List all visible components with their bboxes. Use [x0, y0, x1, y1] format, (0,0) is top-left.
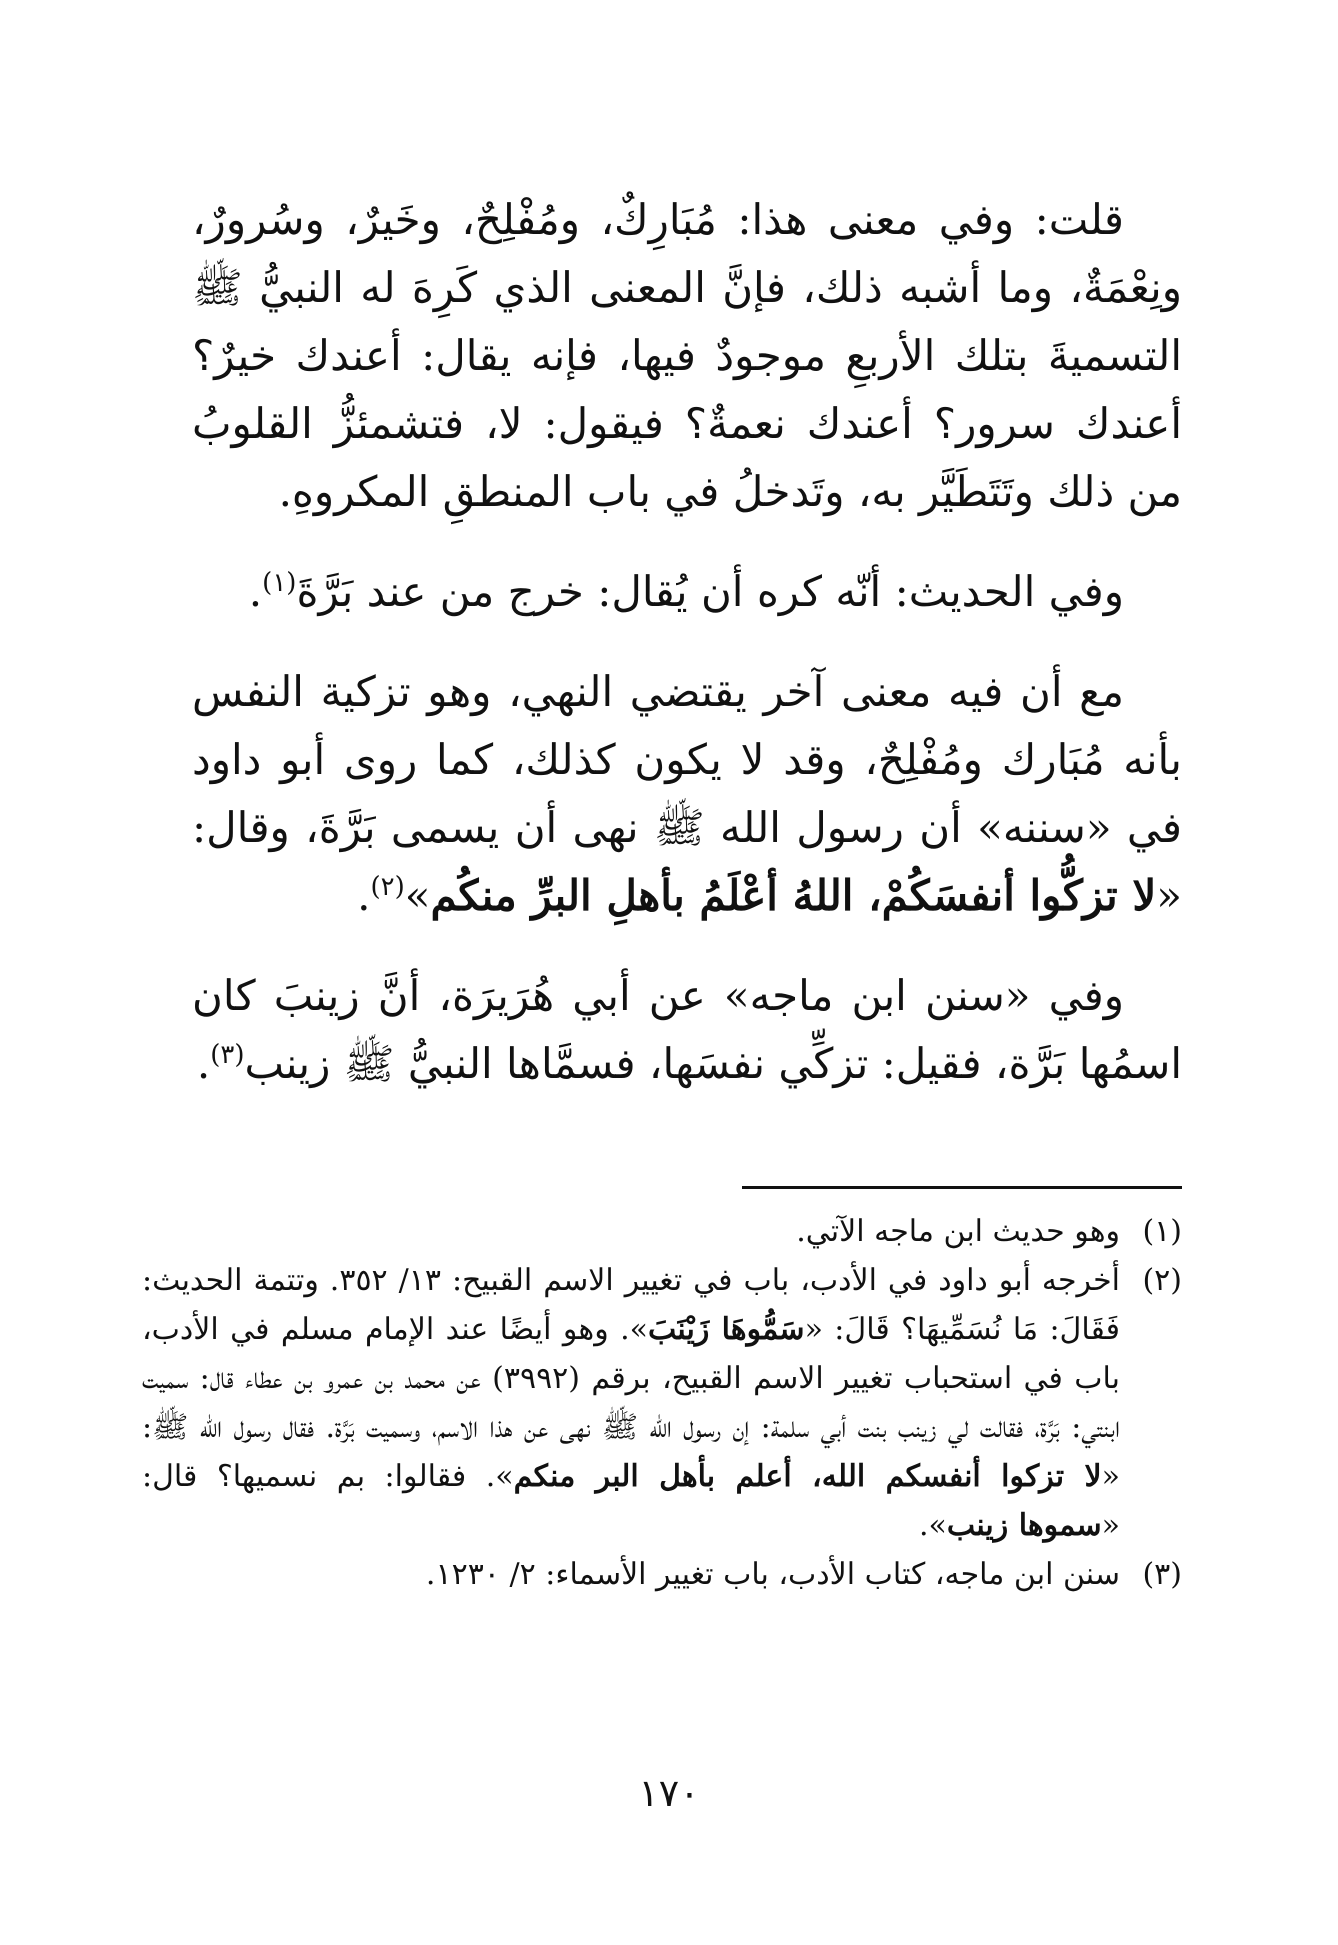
- paragraph-3: [192, 658, 1182, 930]
- paragraph-1-text: قلت: وفي معنى هذا: مُبَارِكٌ، ومُفْلِحٌ، وخَيرٌ، وسُرورٌ، ونِعْمَةٌ، وما أشبه ذلك، فإنَّ المعنى الذي كَرِهَ له النبيُّ ﷺ التسميةَ بتلك الأربعِ موجودٌ فيها، فإنه يقال: أعندك خيرٌ؟ أعندك سرور؟ أعندك نعمةٌ؟ فيقول: لا، فتشمئزُّ القلوبُ من ذلك وتَتَطَيَّر به، وتَدخلُ في باب المنطقِ المكروهِ.: [192, 195, 1182, 516]
- paragraph-2-text: وفي الحديث: أنّه كره أن يُقال: خرج من عند بَرَّةَ: [296, 567, 1124, 616]
- paragraph-2-end: .: [248, 567, 263, 616]
- footnote-ref-3[interactable]: (٣): [210, 1040, 245, 1070]
- footnote-bold-quote: سَمُّوهَا زَيْنَبَ: [647, 1312, 805, 1347]
- footnote-text-part: ». فقالوا: بم نسميها؟ قال: «: [142, 1459, 1120, 1543]
- footnote-text: سنن ابن ماجه، كتاب الأدب، باب تغيير الأسماء: ٢/ ١٢٣٠.: [425, 1557, 1120, 1592]
- footnote-3: [142, 1550, 1182, 1599]
- footnote-text-part: أخرجه أبو داود في الأدب، باب في تغيير الاسم القبيح: ١٣/ ٣٥٢. وتتمة الحديث: فَقَالَ: مَا نُسَمِّيهَا؟ قَالَ: «: [142, 1263, 1121, 1347]
- paragraph-2: [192, 558, 1182, 626]
- footnote-number: (٢): [1142, 1263, 1182, 1298]
- footnote-bold-quote: لا تزكوا أنفسكم الله، أعلم بأهل البر منكم: [513, 1459, 1102, 1494]
- footnote-text-part: ».: [919, 1508, 947, 1543]
- hadith-quote: لا تزكُّوا أنفسَكُمْ، اللهُ أعْلَمُ بأهلِ البرِّ منكُم: [430, 871, 1157, 920]
- footnote-ref-2[interactable]: (٢): [370, 872, 405, 902]
- page-number: ١٧٠: [638, 1771, 700, 1815]
- paragraph-4: [192, 962, 1182, 1098]
- footnote-number: (٣): [1142, 1557, 1182, 1592]
- footnote-divider: [742, 1186, 1182, 1189]
- footnote-text-part: ». وهو أيضًا عند الإمام مسلم في الأدب، باب في استحباب تغيير الاسم القبيح، برقم (٣٩٩٢) عن محمد بن عمرو بن عطاء قال: سميت ابنتي: بَرَّة، فقالت لي زينب بنت أبي سلمة: إن رسول الله ﷺ نهى عن هذا الاسم، وسميت بَرَّة. فقال رسول الله ﷺ: «: [142, 1312, 1121, 1494]
- footnote-ref-1[interactable]: (١): [262, 568, 297, 598]
- paragraph-4-end: .: [196, 1039, 211, 1088]
- paragraph-3-end: .: [357, 871, 371, 920]
- footnote-1: [142, 1207, 1182, 1256]
- footnotes: [142, 1207, 1182, 1599]
- paragraph-4-text: وفي «سنن ابن ماجه» عن أبي هُرَيرَة، أنَّ زينبَ كان اسمُها بَرَّة، فقيل: تزكِّي نفسَها، فسمَّاها النبيُّ ﷺ زينب: [192, 971, 1182, 1088]
- paragraph-1: [192, 186, 1182, 526]
- main-text: [192, 186, 1182, 1130]
- paragraph-3-close-quote: »: [404, 871, 431, 920]
- footnote-2: [142, 1256, 1182, 1550]
- footnote-bold-quote: سموها زينب: [946, 1508, 1102, 1543]
- footnote-text: وهو حديث ابن ماجه الآتي.: [796, 1214, 1120, 1249]
- footnote-number: (١): [1142, 1214, 1182, 1249]
- paragraph-3-text: مع أن فيه معنى آخر يقتضي النهي، وهو تزكية النفس بأنه مُبَارك ومُفْلِحٌ، وقد لا يكون كذلك، كما روى أبو داود في «سننه» أن رسول الله ﷺ نهى أن يسمى بَرَّةَ، وقال: «: [192, 667, 1182, 920]
- footnote-text: [142, 1256, 1120, 1550]
